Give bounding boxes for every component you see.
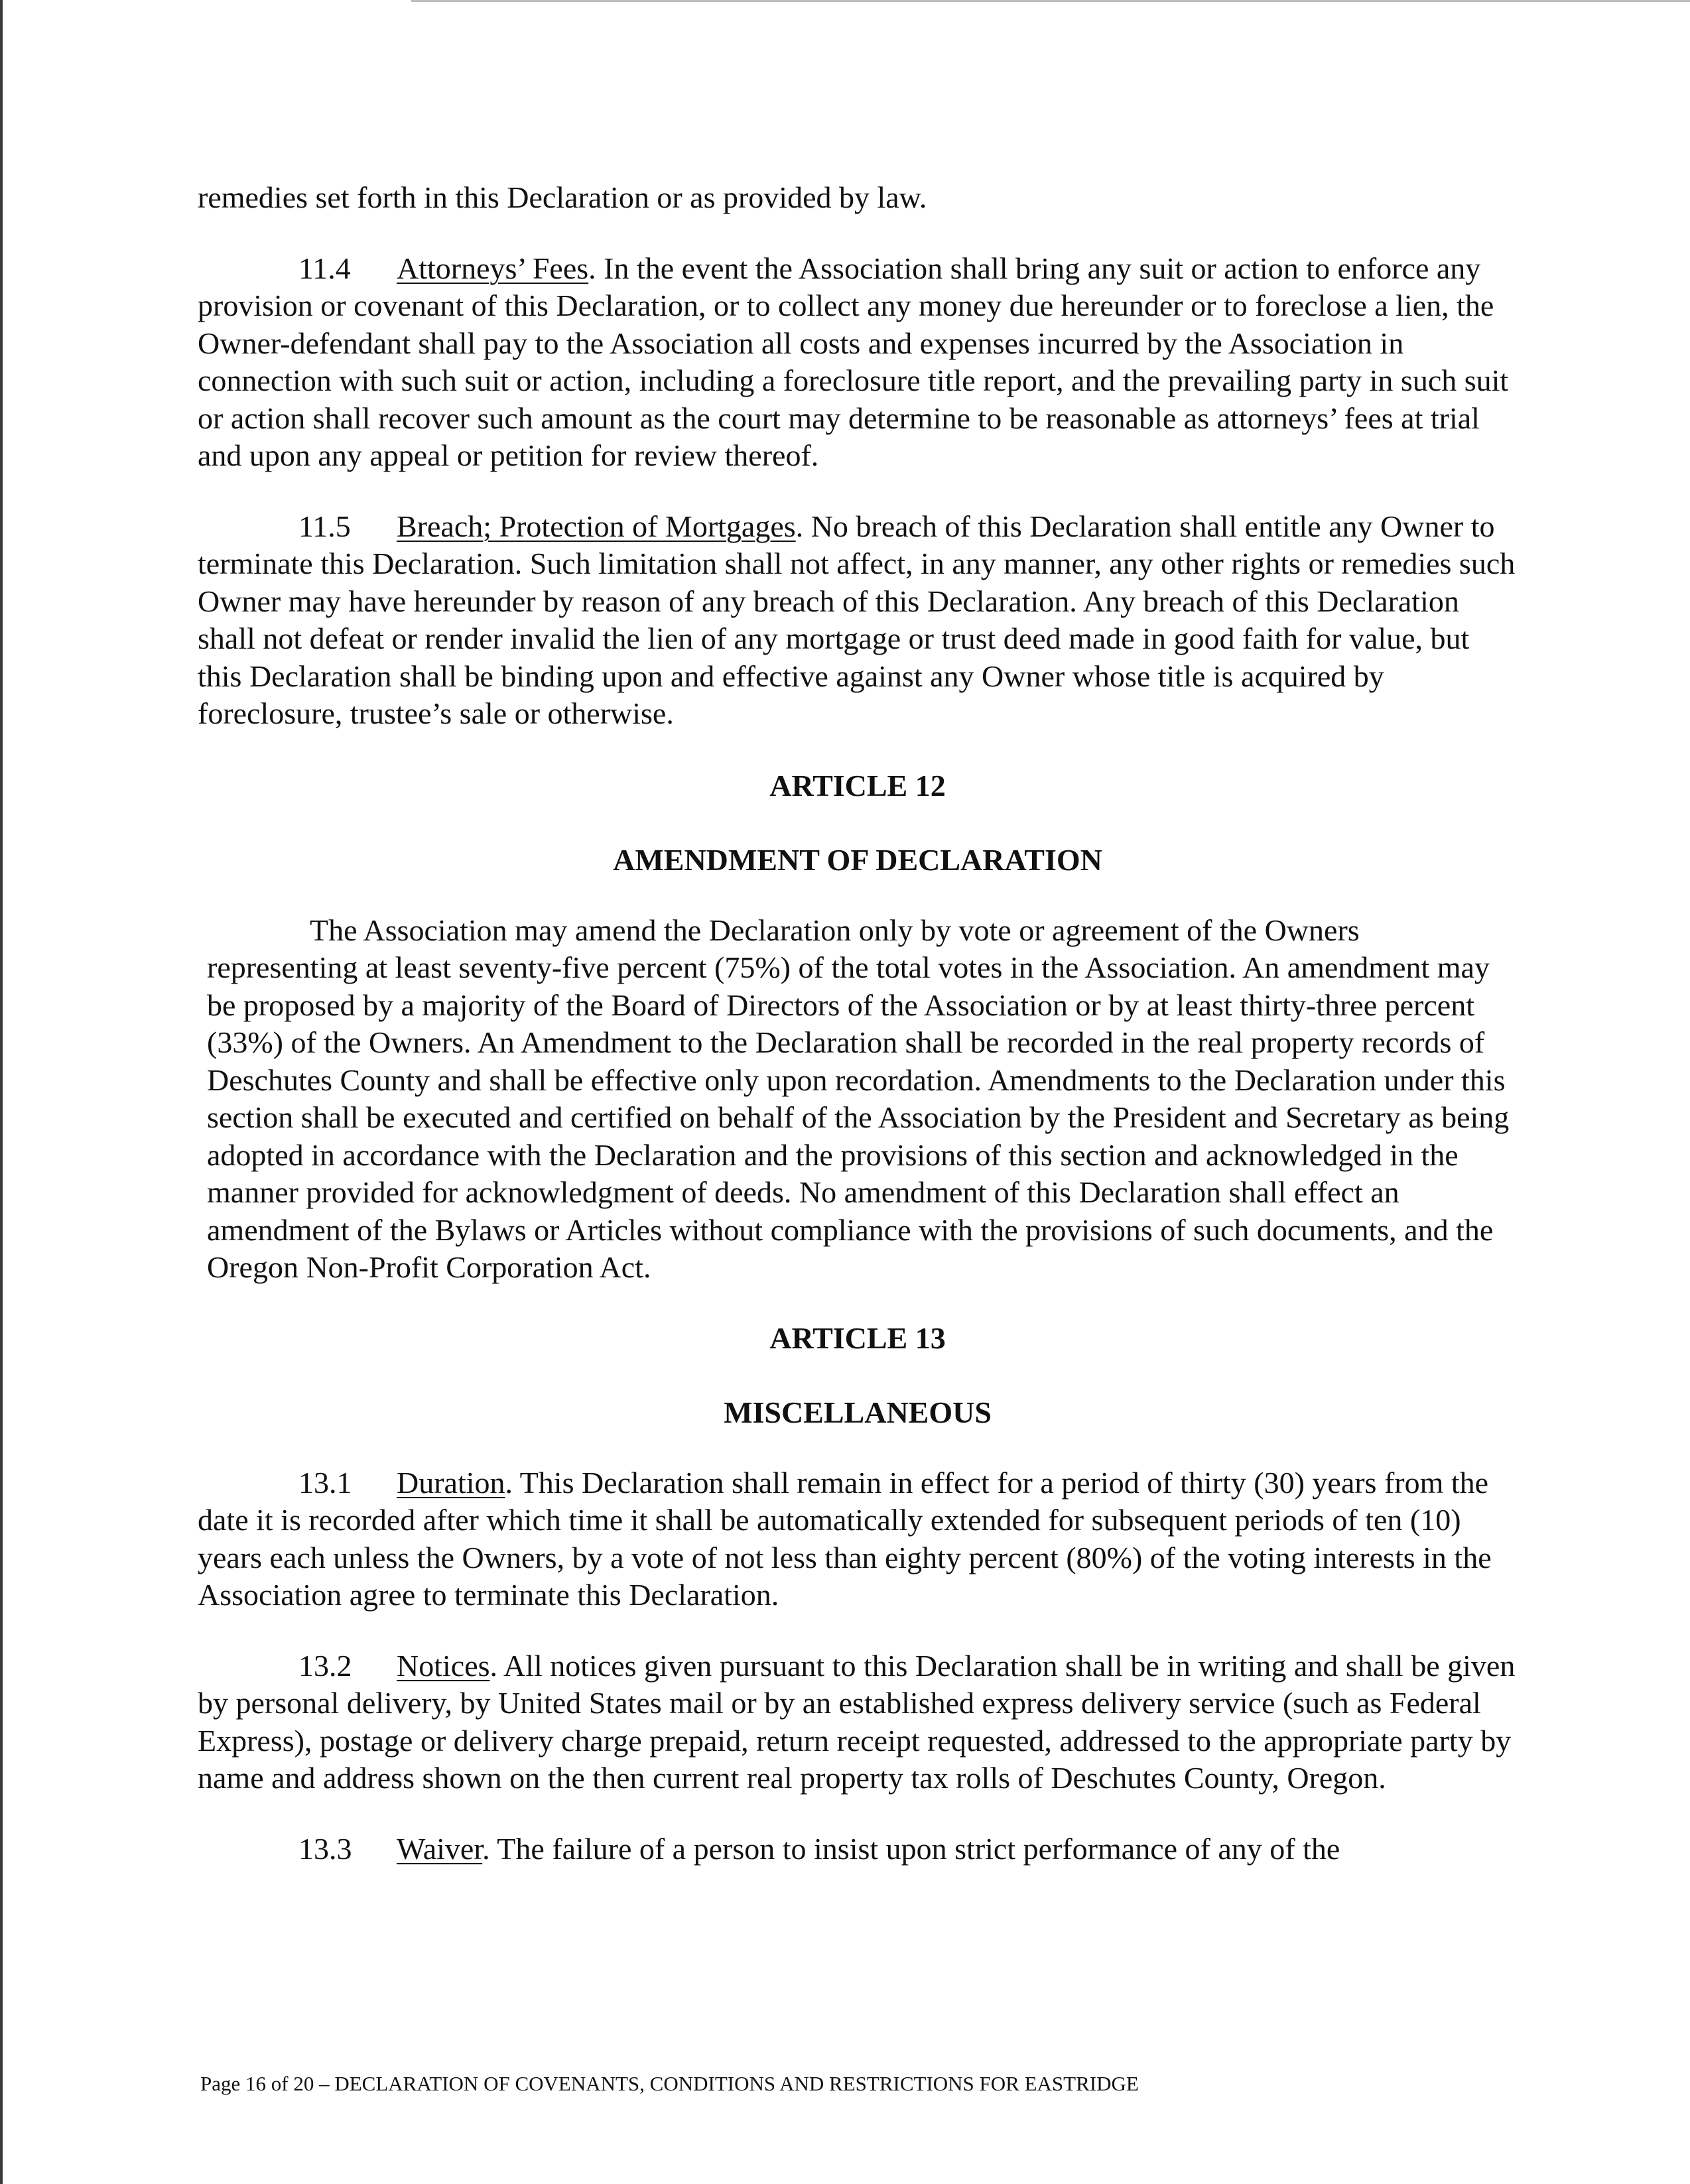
scan-edge-left — [0, 0, 3, 2184]
document-page — [198, 179, 1518, 1868]
section-title: Duration — [397, 1465, 505, 1500]
section-title: Notices — [397, 1648, 490, 1683]
section-title: Waiver — [397, 1831, 483, 1866]
section-body: . This Declaration shall remain in effect for a period of thirty (30) years from the date it is recorded after which time it shall be automatically extended for subsequent periods of ten (10) years each unless the Owners, by a vote of not less than eighty percent (80%) of the voting interests in the Association agree to terminate this Declaration. — [198, 1465, 1492, 1612]
section-number: 11.4 — [298, 251, 351, 285]
article-12-body — [198, 912, 1518, 1287]
article-12-title: AMENDMENT OF DECLARATION — [613, 842, 1102, 877]
scan-edge-top — [411, 0, 1690, 2]
section-number: 13.1 — [298, 1465, 352, 1500]
section-body: . In the event the Association shall bring any suit or action to enforce any provision or covenant of this Declaration, or to collect any money due hereunder or to foreclose a lien, the Owner-defendant shall pay to the Association all costs and expenses incurred by the Association in connection with such suit or action, including a foreclosure title report, and the prevailing party in such suit or action shall recover such amount as the court may determine to be reasonable as attorneys’ fees at trial and upon any appeal or petition for review thereof. — [198, 251, 1509, 472]
section-title: Attorneys’ Fees — [397, 251, 589, 285]
article-13-title: MISCELLANEOUS — [724, 1395, 992, 1429]
continuation-paragraph: remedies set forth in this Declaration or as provided by law. — [198, 180, 927, 214]
section-body: . The failure of a person to insist upon strict performance of any of the — [482, 1831, 1340, 1866]
section-11-4 — [198, 250, 1518, 475]
section-title: Breach; Protection of Mortgages — [397, 509, 796, 543]
page-footer: Page 16 of 20 – DECLARATION OF COVENANTS, CONDITIONS AND RESTRICTIONS FOR EASTRIDGE — [200, 2072, 1139, 2095]
section-13-3 — [198, 1831, 1518, 1868]
section-number: 13.3 — [298, 1831, 352, 1866]
section-body: . All notices given pursuant to this Declaration shall be in writing and shall be given by personal delivery, by United States mail or by an established express delivery service (such as Federal Express), postage or delivery charge prepaid, return receipt requested, addressed to the appropriate party by name and address shown on the then current real property tax rolls of Deschutes County, Oregon. — [198, 1648, 1516, 1795]
section-number: 11.5 — [298, 509, 351, 543]
section-number: 13.2 — [298, 1648, 352, 1683]
article-13-heading: ARTICLE 13 — [769, 1320, 946, 1355]
section-11-5 — [198, 508, 1518, 733]
article-12-text: The Association may amend the Declaration only by vote or agreement of the Owners representing at least seventy-five percent (75%) of the total votes in the Association. An amendment may be proposed by a majority of the Board of Directors of the Association or by at least thirty-three percent (33%) of the Owners. An Amendment to the Declaration shall be recorded in the real property records of Deschutes County and shall be effective only upon recordation. Amendments to the Declaration under this section shall be executed and certified on behalf of the Association by the President and Secretary as being adopted in accordance with the Declaration and the provisions of this section and acknowledged in the manner provided for acknowledgment of deeds. No amendment of this Declaration shall effect an amendment of the Bylaws or Articles without compliance with the provisions of such documents, and the Oregon Non-Profit Corporation Act. — [207, 913, 1510, 1284]
section-body: . No breach of this Declaration shall entitle any Owner to terminate this Declaration. Such limitation shall not affect, in any manner, any other rights or remedies such Owner may have hereunder by reason of any breach of this Declaration. Any breach of this Declaration shall not defeat or render invalid the lien of any mortgage or trust deed made in good faith for value, but this Declaration shall be binding upon and effective against any Owner whose title is acquired by foreclosure, trustee’s sale or otherwise. — [198, 509, 1516, 730]
section-13-2 — [198, 1647, 1518, 1797]
article-12-heading: ARTICLE 12 — [769, 768, 946, 803]
section-13-1 — [198, 1464, 1518, 1614]
